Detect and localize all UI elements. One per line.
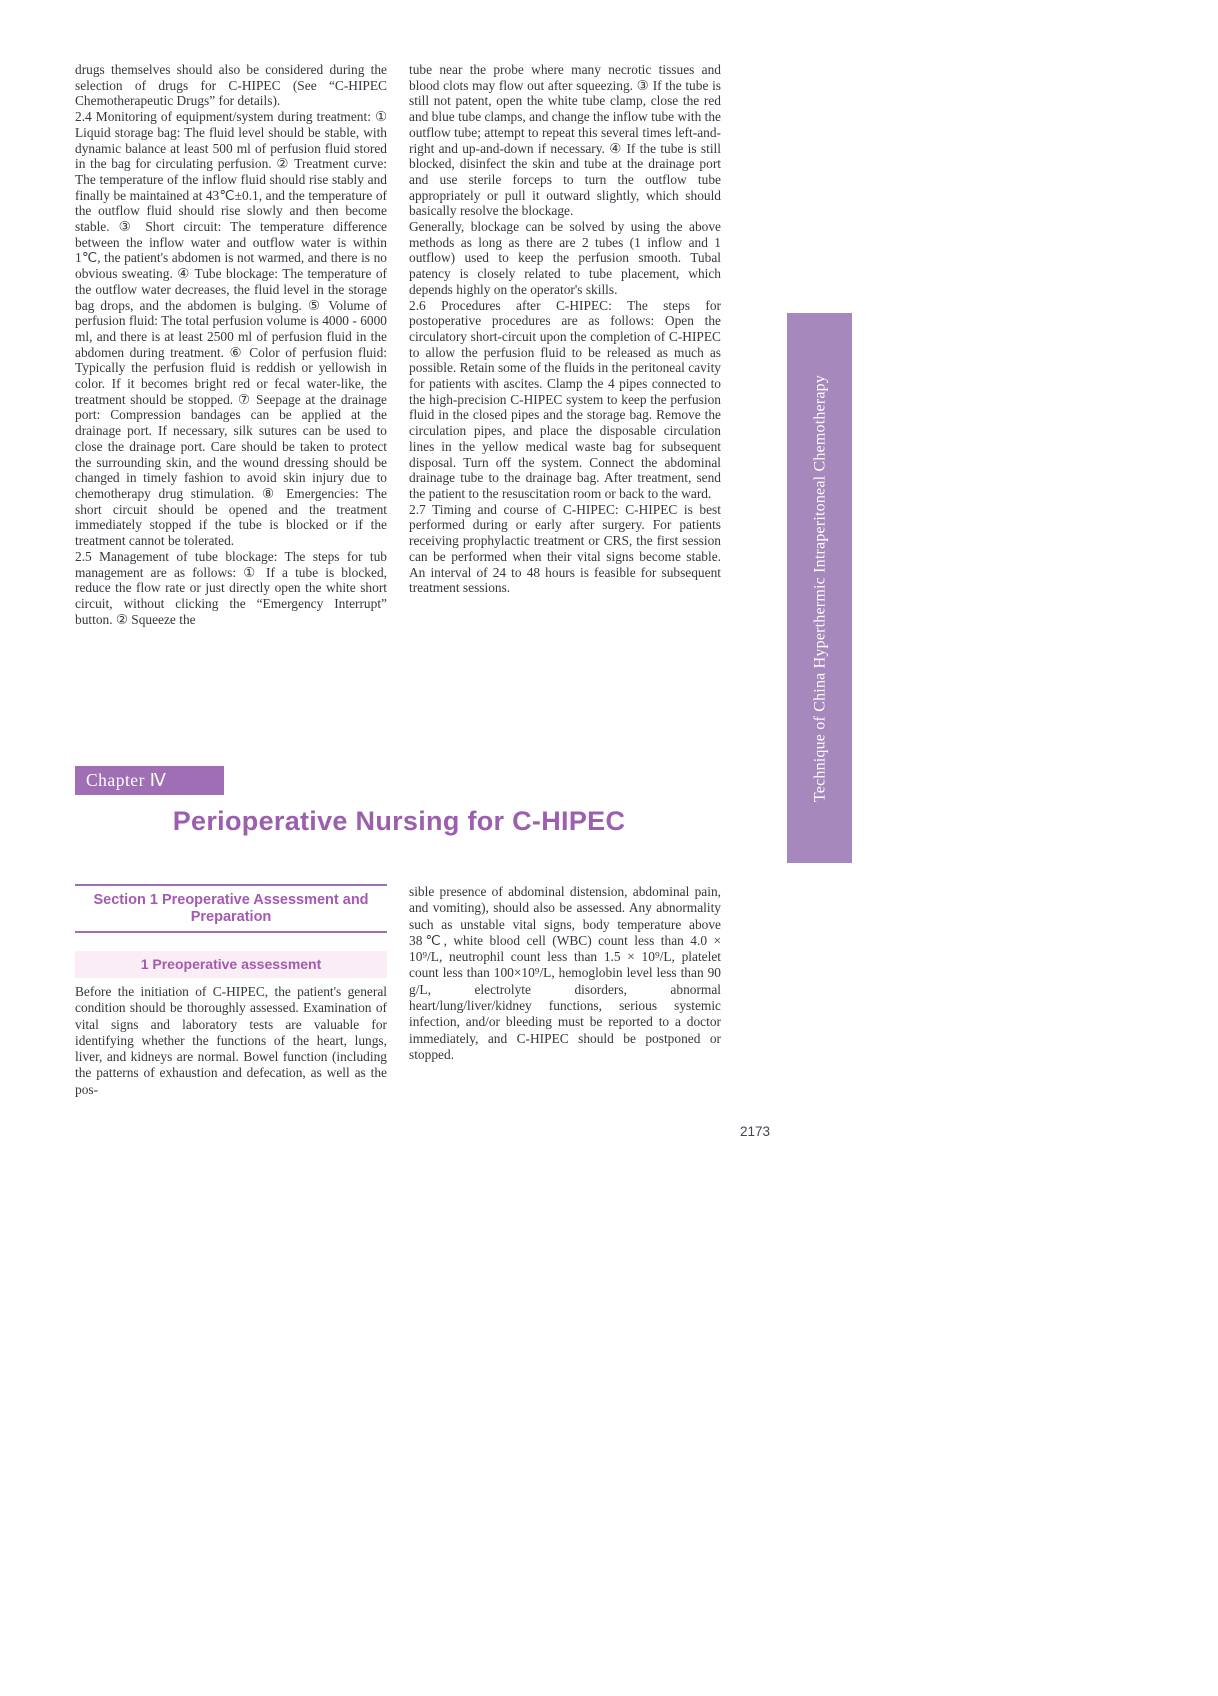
left-column-top xyxy=(75,62,387,627)
paragraph-continuation: tube near the probe where many necrotic tissues and blood clots may flow out after squeezing. ③ If the tube is still not patent, open the white tube clamp, close the red and blue tube clamps, and change the inflow tube with the outflow tube; attempt to repeat this several times left-and-right and up-and-down if necessary. ④ If the tube is still blocked, disinfect the skin and tube at the drainage port and use sterile forceps to turn the outflow tube appropriately or pull it outward slightly, which should basically resolve the blockage. xyxy=(409,62,721,219)
chapter-banner xyxy=(75,766,224,795)
subsection-heading: 1 Preoperative assessment xyxy=(75,951,387,978)
paragraph-blockage-general: Generally, blockage can be solved by using the above methods as long as there are 2 tubes (1 inflow and 1 outflow) used to keep the perfusion smooth. Tubal patency is closely related to tube placement, which depends highly on the operator's skills. xyxy=(409,219,721,297)
chapter-banner-label: Chapter Ⅳ xyxy=(86,770,167,790)
right-column-top xyxy=(409,62,721,596)
paragraph-preop-assessment: Before the initiation of C-HIPEC, the patient's general condition should be thoroughly assessed. Examination of vital signs and laboratory tests are valuable for identifying whether the functions of the heart, lungs, liver, and kidneys are normal. Bowel function (including the patterns of exhaustion and defecation, as well as the pos- xyxy=(75,984,387,1097)
paragraph-2-6-procedures: 2.6 Procedures after C-HIPEC: The steps for postoperative procedures are as follows: Open the circulatory short-circuit upon the completion of C-HIPEC to allow the perfusion fluid to be released as much as possible. Retain some of the fluids in the peritoneal cavity for patients with ascites. Clamp the 4 pipes connected to the high-precision C-HIPEC system to keep the perfusion fluid in the closed pipes and the storage bag. Remove the circulation pipes, and place the disposable circulation lines in the yellow medical waste bag for subsequent disposal. Turn off the system. Connect the abdominal drainage tube to the drainage bag. After treatment, send the patient to the resuscitation room or back to the ward. xyxy=(409,297,721,501)
left-column-bottom xyxy=(75,984,387,1098)
paragraph-preop-assessment-continued: sible presence of abdominal distension, abdominal pain, and vomiting), should also be assessed. Any abnormality such as unstable vital signs, body temperature above 38℃, white blood cell (WBC) count less than 4.0 × 10⁹/L, neutrophil count less than 1.5 × 10⁹/L, platelet count less than 100×10⁹/L, hemoglobin level less than 90 g/L, electrolyte disorders, abnormal heart/lung/liver/kidney functions, serious systemic infection, and/or bleeding must be reported to a doctor immediately, and C-HIPEC should be postponed or stopped. xyxy=(409,884,721,1062)
paragraph-2-7-timing: 2.7 Timing and course of C-HIPEC: C-HIPEC is best performed during or early after surgery. For patients receiving prophylactic treatment or CRS, the first session can be performed when their vital signs become stable. An interval of 24 to 48 hours is feasible for subsequent treatment sessions. xyxy=(409,501,721,596)
paragraph-2-5-tube-blockage: 2.5 Management of tube blockage: The steps for tub management are as follows: ① If a tube is blocked, reduce the flow rate or just directly open the white short circuit, without clicking the “Emergency Interrupt” button. ② Squeeze the xyxy=(75,548,387,627)
chapter-title: Perioperative Nursing for C-HIPEC xyxy=(172,806,626,836)
paragraph-2-4-monitoring: 2.4 Monitoring of equipment/system during treatment: ① Liquid storage bag: The fluid level should be stable, with dynamic balance at least 500 ml of perfusion fluid stored in the bag for circulating perfusion. ② Treatment curve: The temperature of the inflow fluid should rise stably and finally be maintained at 43℃±0.1, and the temperature of the outflow fluid should rise slowly and then become stable. ③ Short circuit: The temperature difference between the inflow water and outflow water is within 1℃, the patient's abdomen is not warmed, and there is no obvious sweating. ④ Tube blockage: The temperature of the outflow water decreases, the fluid level in the storage bag drops, and the abdomen is bulging. ⑤ Volume of perfusion fluid: The total perfusion volume is 4000 - 6000 ml, and there is at least 2500 ml of perfusion fluid in the abdomen during treatment. ⑥ Color of perfusion fluid: Typically the perfusion fluid is reddish or yellowish in color. If it becomes bright red or fecal water-like, the treatment should be stopped. ⑦ Seepage at the drainage port: Compression bandages can be applied at the drainage port. If necessary, silk sutures can be used to close the drainage port. Care should be taken to protect the surrounding skin, and the wound dressing should be changed in timely fashion to avoid skin injury due to chemotherapy drug stimulation. ⑧ Emergencies: The short circuit should be opened and the treatment immediately stopped if the tube is blocked or if the treatment cannot be tolerated. xyxy=(75,109,387,549)
sidebar-vertical-label: Technique of China Hyperthermic Intraperitoneal Chemotherapy xyxy=(811,374,829,803)
section-heading: Section 1 Preoperative Assessment and Preparation xyxy=(75,884,387,933)
paragraph-continuation: drugs themselves should also be considered during the selection of drugs for C-HIPEC (See “C-HIPEC Chemotherapeutic Drugs” for details). xyxy=(75,62,387,109)
right-column-bottom xyxy=(409,884,721,1063)
page-number: 2173 xyxy=(739,1124,770,1139)
